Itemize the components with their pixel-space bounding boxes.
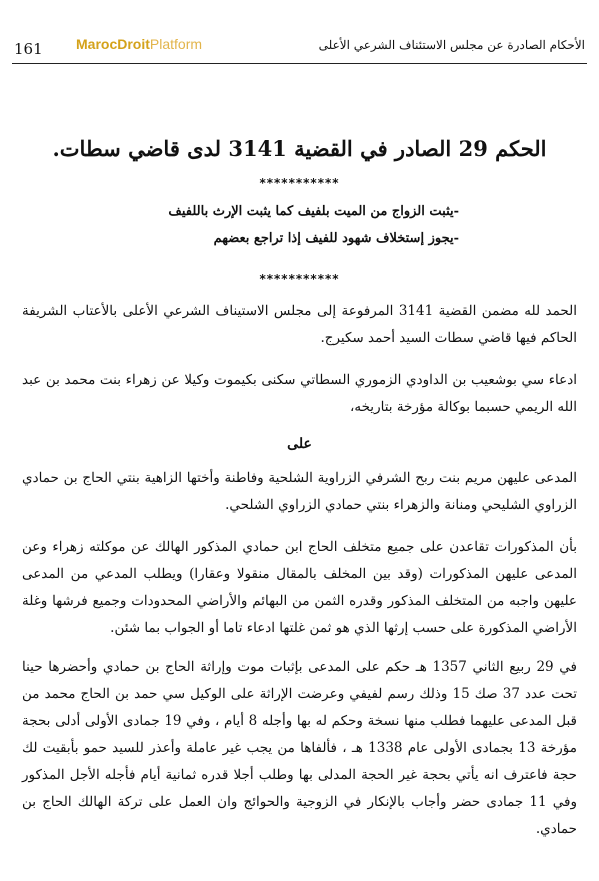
summary-point-1: -يثبت الزواج من الميت بلفيف كما يثبت الإرث باللفيف (168, 204, 459, 219)
paragraph-claim: بأن المذكورات تقاعدن على جميع متخلف الحاج ابن حمادي المذكور الهالك عن موكلته زهراء وعن المدعى عليهن المذكورات (وقد بين المخلف بالمقال منقولا وعقارا) ويطلب المدعي من المدعى عليهن واجبه من المتخلف المذكور وقدره الثمن من البهائم والأراضي المحدودات وجميع فرشها وغلة الأراضي المذكورة على حسب إرثها الذي هو ثمن غلتها ادعاء تاما أو الجواب بما شئن. (22, 539, 577, 636)
page-number: 161 (14, 40, 43, 58)
document-title: الحكم 29 الصادر في القضية 3141 لدى قاضي سطات. (52, 136, 547, 161)
separator-top: *********** (259, 176, 340, 190)
paragraph-plaintiff: ادعاء سي بوشعيب بن الداودي الزموري السطاتي سكنى بكيموت وكيلا عن زهراء بنت محمد بن عبد الله الريمي حسبما بوكالة مؤرخة بتاريخه، (22, 372, 577, 415)
brand-part-2: Droit (117, 36, 150, 52)
running-title: الأحكام الصادرة عن مجلس الاستئناف الشرعي الأعلى (318, 38, 585, 52)
paragraph-defendants: المدعى عليهن مريم بنت ربح الشرفي الزراوية الشلحية وفاطنة وأختها الزاهية بنتي الحاج بن حمادي الزراوي الشليحي ومنانة والزهراء بنتي حمادي الزراوي الشلحي. (22, 470, 577, 513)
page-header (0, 0, 599, 60)
brand-part-3: Platform (149, 36, 203, 52)
against-heading: على (287, 436, 312, 452)
paragraph-case-intro: الحمد لله مضمن القضية 3141 المرفوعة إلى مجلس الاستيناف الشرعي الأعلى بالأعتاب الشريفة الحاكم فيها قاضي سطات السيد أحمد سكيرج. (22, 303, 578, 346)
paragraph-proceedings: في 29 ربيع الثاني 1357 هـ حكم على المدعى بإثبات موت وإراثة الحاج بن حمادي وأحضرها حينا تحت عدد 37 صك 15 وذلك رسم لفيفي وعرضت الإراثة على الوكيل سي حمد بن الحاج محمد من قبل المدعى عليهما فطلب منها نسخة وحكم له بها وأجله 8 أيام ، وفي 19 جمادى الأولى أدلى بحجة مؤرخة 13 بجمادى الأولى عام 1338 هـ ، فألفاها من يجب غير عاملة وأعذر للسيد حمو بأبقيت لك حجة فاعترف انه يأتي بحجة غير الحجة المدلى بها وطلب أجلا قدره ثمانية أيام فأجله الأجل المذكور وفي 11 جمادى حضر وأجاب بالإنكار في الزوجية والحوائج وان العمل على تركة الهالك الحاج بن حمادي. (22, 659, 577, 837)
brand-part-1: Maroc (76, 36, 118, 52)
header-rule (12, 63, 587, 64)
brand-logo (76, 36, 202, 52)
separator-bottom: *********** (259, 272, 340, 286)
summary-point-2: -يجوز إستخلاف شهود للفيف إذا تراجع بعضهم (213, 231, 459, 246)
